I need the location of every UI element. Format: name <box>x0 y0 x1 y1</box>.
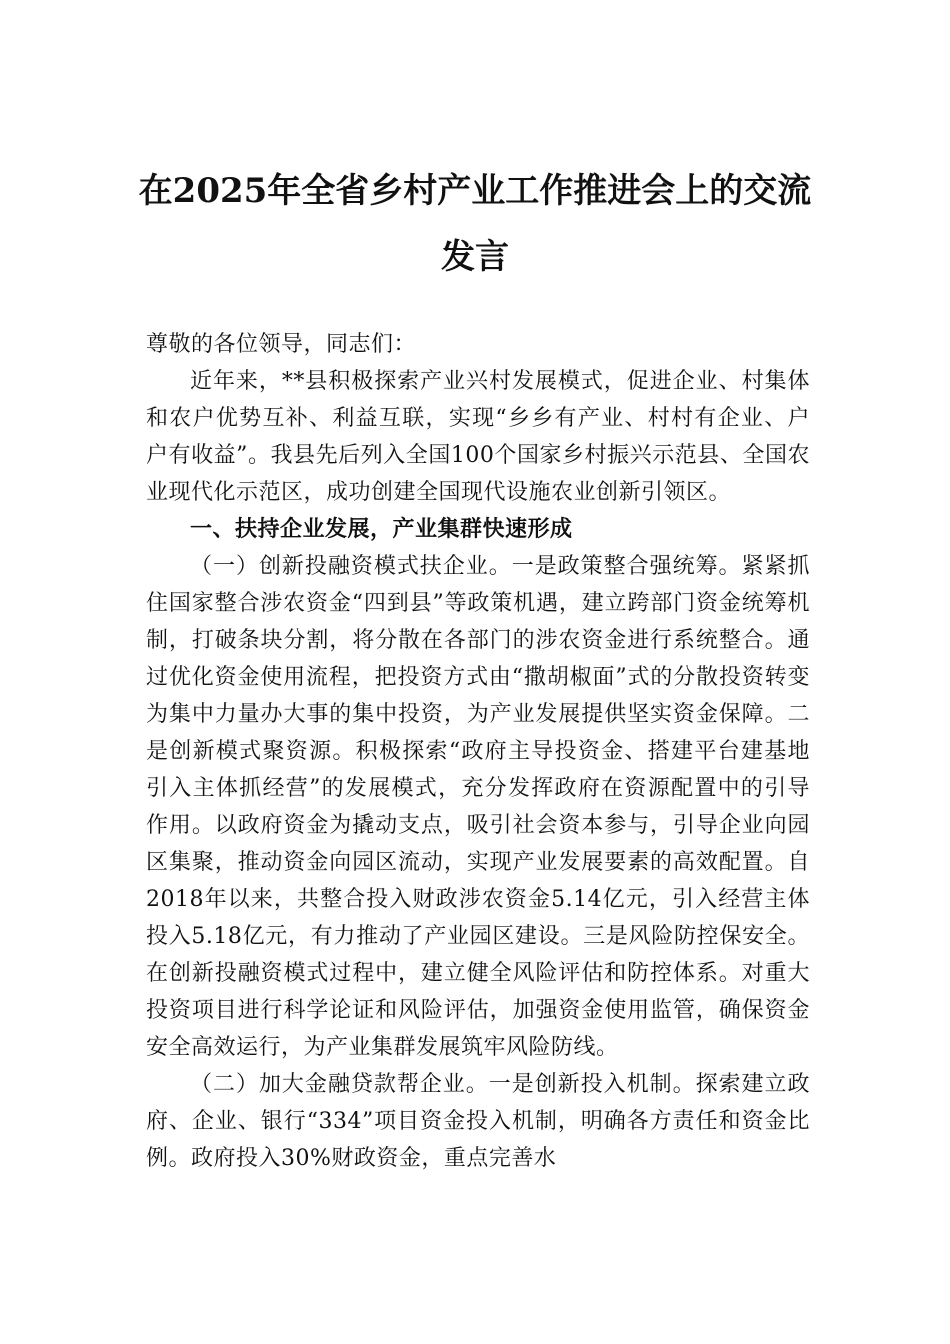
section1-paragraph-2: （二）加大金融贷款帮企业。一是创新投入机制。探索建立政府、企业、银行“334”项目资金投入机制，明确各方责任和资金比例。政府投入30%财政资金，重点完善水 <box>146 1072 810 1171</box>
document-title: 在2025年全省乡村产业工作推进会上的交流发言 <box>138 171 812 277</box>
section-heading-1: 一、扶持企业发展，产业集群快速形成 <box>190 516 573 542</box>
salutation: 尊敬的各位领导，同志们： <box>146 332 417 357</box>
section1-paragraph-1: （一）创新投融资模式扶企业。一是政策整合强统筹。紧紧抓住国家整合涉农资金“四到县”等政策机遇，建立跨部门资金统筹机制，打破条块分割，将分散在各部门的涉农资金进行系统整合。通过优化资金使用流程，把投资方式由“撒胡椒面”式的分散投资转变为集中力量办大事的集中投资，为产业发展提供坚实资金保障。二是创新模式聚资源。积极探索“政府主导投资金、搭建平台建基地引入主体抓经营”的发展模式，充分发挥政府在资源配置中的引导作用。以政府资金为撬动支点，吸引社会资本参与，引导企业向园区集聚，推动资金向园区流动，实现产业发展要素的高效配置。自2018年以来，共整合投入财政涉农资金5.14亿元，引入经营主体投入5.18亿元，有力推动了产业园区建设。三是风险防控保安全。在创新投融资模式过程中，建立健全风险评估和防控体系。对重大投资项目进行科学论证和风险评估，加强资金使用监管，确保资金安全高效运行，为产业集群发展筑牢风险防线。 <box>146 554 810 1060</box>
intro-paragraph: 近年来，**县积极探索产业兴村发展模式，促进企业、村集体和农户优势互补、利益互联，实现“乡乡有产业、村村有企业、户户有收益”。我县先后列入全国100个国家乡村振兴示范县、全国农业现代化示范区，成功创建全国现代设施农业创新引领区。 <box>146 369 810 505</box>
document-body <box>146 326 810 1177</box>
